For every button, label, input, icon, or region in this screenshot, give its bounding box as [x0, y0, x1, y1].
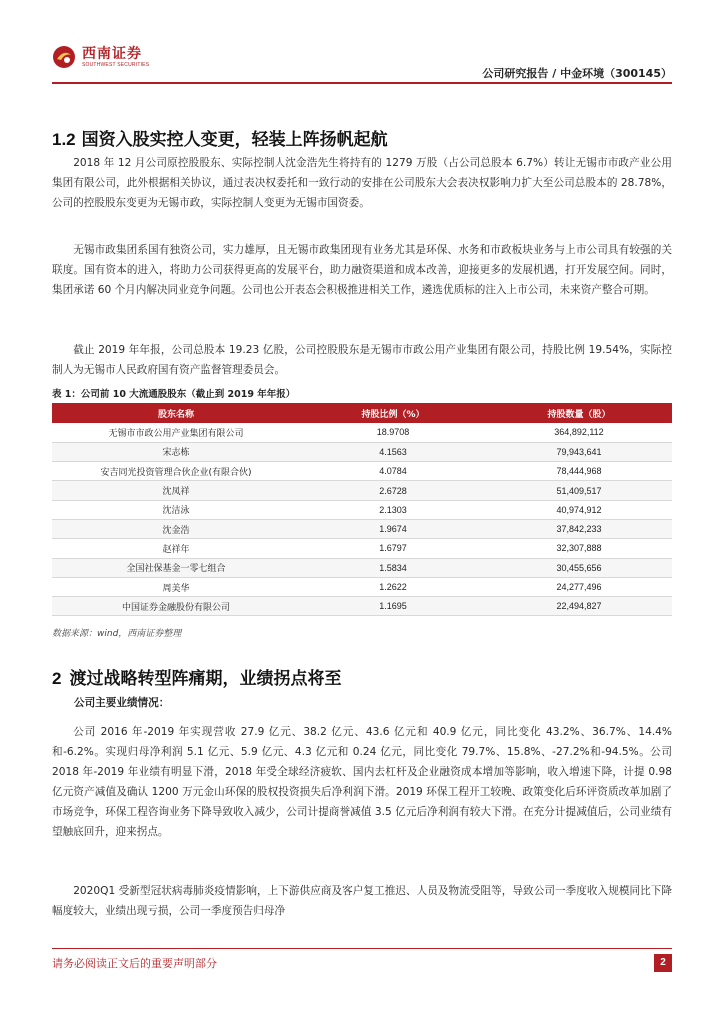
paragraph: 2018 年 12 月公司原控股股东、实际控制人沈金浩先生将持有的 1279 万股（占公司总股本 6.7%）转让无锡市市政产业公用集团有限公司，此外根据相关协议，通过表决权委托和一致行动的安排在公司股东大会表决权影响力扩大至公司总股本的 28.78%，公司的控股股东变更为无锡市政，实际控制人变更为无锡市国资委。	[52, 157, 672, 209]
holding-shares: 24,277,496	[486, 577, 672, 596]
holding-ratio: 18.9708	[300, 423, 486, 442]
holding-shares: 40,974,912	[486, 500, 672, 519]
section-heading	[52, 664, 341, 689]
holding-shares: 37,842,233	[486, 519, 672, 538]
column-header: 持股比例（%）	[300, 403, 486, 423]
holding-ratio: 2.1303	[300, 500, 486, 519]
holding-ratio: 1.9674	[300, 519, 486, 538]
holding-shares: 364,892,112	[486, 423, 672, 442]
section-heading	[52, 125, 388, 150]
table-row	[52, 500, 672, 519]
shareholder-name: 安吉同光投资管理合伙企业(有限合伙)	[52, 462, 300, 481]
holding-ratio: 1.6797	[300, 539, 486, 558]
shareholder-name: 全国社保基金一零七组合	[52, 558, 300, 577]
holding-ratio: 4.1563	[300, 442, 486, 461]
footer-divider	[52, 948, 672, 949]
holding-ratio: 2.6728	[300, 481, 486, 500]
paragraph: 无锡市政集团系国有独资公司，实力雄厚，且无锡市政集团现有业务尤其是环保、水务和市政板块业务与上市公司具有较强的关联度。国有资本的进入，将助力公司获得更高的发展平台，助力融资渠道和成本改善，迎接更多的发展机遇，打开发展空间。同时，集团承诺 60 个月内解决同业竞争问题。公司也公开表态会积极推进相关工作，遴选优质标的注入上市公司，未来资产整合可期。	[52, 244, 672, 296]
table-row	[52, 442, 672, 461]
shareholder-name: 沈洁泳	[52, 500, 300, 519]
section-title: 渡过战略转型阵痛期，业绩拐点将至	[69, 669, 342, 689]
table-row	[52, 519, 672, 538]
holding-shares: 78,444,968	[486, 462, 672, 481]
table-header-row	[52, 403, 672, 423]
holding-shares: 79,943,641	[486, 442, 672, 461]
table-row	[52, 597, 672, 616]
logo-chinese-name: 西南证券	[82, 45, 142, 62]
report-title: 公司研究报告 / 中金环境（300145）	[482, 67, 672, 80]
holding-shares: 22,494,827	[486, 597, 672, 616]
holding-shares: 51,409,517	[486, 481, 672, 500]
holding-ratio: 4.0784	[300, 462, 486, 481]
table-row	[52, 577, 672, 596]
column-header: 股东名称	[52, 403, 300, 423]
table-row	[52, 423, 672, 442]
data-source-note: 数据来源：wind，西南证券整理	[52, 629, 182, 639]
holding-ratio: 1.2622	[300, 577, 486, 596]
table-row	[52, 481, 672, 500]
paragraph: 公司 2016 年-2019 年实现营收 27.9 亿元、38.2 亿元、43.6 亿元和 40.9 亿元，同比变化 43.2%、36.7%、14.4%和-6.2%。实现归母净利润 5.1 亿元、5.9 亿元、4.3 亿元和 0.24 亿元，同比变化 79.7%、15.8%、-27.2%和-94.5%。公司 2018 年-2019 年业绩有明显下滑，2018 年受全球经济疲软、国内去杠杆及企业融资成本增加等影响，收入增速下降，计提 0.98 亿元资产减值及确认 1200 万元金山环保的股权投资损失后净利润下滑。2019 环保工程开工较晚、政策变化后环评资质改革加剧了市场竞争，环保工程咨询业务下降导致收入减少，公司计提商誉减值 3.5 亿元后净利润有较大下滑。在充分计提减值后，公司业绩有望触底回升，迎来拐点。	[52, 726, 672, 838]
shareholder-table	[52, 403, 672, 616]
holding-ratio: 1.5834	[300, 558, 486, 577]
company-logo	[52, 42, 212, 72]
shareholder-name: 沈金浩	[52, 519, 300, 538]
shareholder-name: 赵祥年	[52, 539, 300, 558]
disclaimer-notice: 请务必阅读正文后的重要声明部分	[52, 957, 217, 970]
shareholder-name: 中国证券金融股份有限公司	[52, 597, 300, 616]
paragraph: 2020Q1 受新型冠状病毒肺炎疫情影响，上下游供应商及客户复工推迟、人员及物流受阻等，导致公司一季度收入规模同比下降幅度较大，业绩出现亏损，公司一季度预告归母净	[52, 885, 672, 917]
table-caption: 表 1：公司前 10 大流通股股东（截止到 2019 年年报）	[52, 389, 296, 400]
paragraph: 截止 2019 年年报，公司总股本 19.23 亿股，公司控股股东是无锡市市政公用产业集团有限公司，持股比例 19.54%，实际控制人为无锡市人民政府国有资产监督管理委员会。	[52, 344, 672, 376]
subheading: 公司主要业绩情况：	[74, 697, 170, 709]
section-number: 1.2	[52, 130, 76, 149]
table-row	[52, 539, 672, 558]
shareholder-name: 无锡市市政公用产业集团有限公司	[52, 423, 300, 442]
logo-emblem-icon	[52, 45, 76, 69]
holding-shares: 32,307,888	[486, 539, 672, 558]
holding-ratio: 1.1695	[300, 597, 486, 616]
table-row	[52, 558, 672, 577]
section-title: 国资入股实控人变更，轻装上阵扬帆起航	[81, 130, 388, 150]
shareholder-name: 沈凤祥	[52, 481, 300, 500]
table-row	[52, 462, 672, 481]
holding-shares: 30,455,656	[486, 558, 672, 577]
shareholder-name: 宋志栋	[52, 442, 300, 461]
shareholder-name: 周美华	[52, 577, 300, 596]
column-header: 持股数量（股）	[486, 403, 672, 423]
header-divider	[52, 82, 672, 84]
section-number: 2	[52, 669, 62, 688]
logo-english-name: SOUTHWEST SECURITIES	[82, 61, 150, 68]
page-number: 2	[654, 954, 672, 972]
